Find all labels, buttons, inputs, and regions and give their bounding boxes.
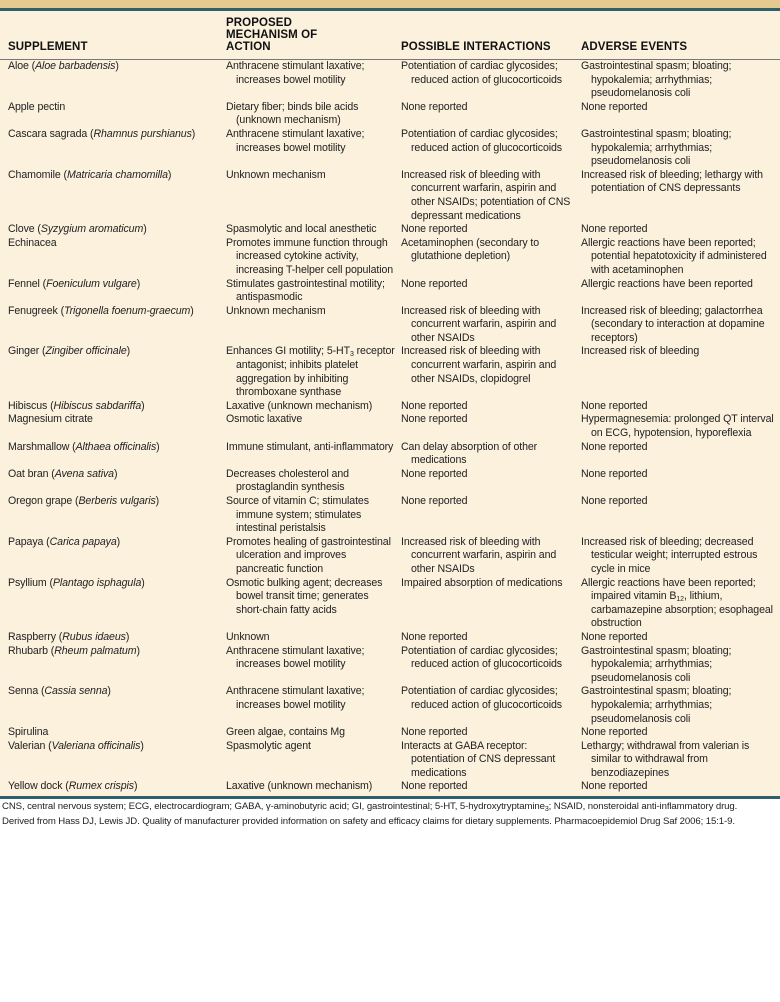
interactions-cell: Potentiation of cardiac glycosides; reduced action of glucocorticoids xyxy=(401,60,562,86)
supplement-name: Magnesium citrate xyxy=(8,413,93,426)
supplement-cell: Rhubarb (Rheum palmatum) xyxy=(8,644,140,657)
interactions-cell: Interacts at GABA receptor: potentiation of CNS depressant medications xyxy=(401,739,556,779)
table-row xyxy=(0,645,780,686)
mechanism-cell: Immune stimulant, anti-inflammatory xyxy=(226,440,394,453)
interactions-cell: None reported xyxy=(401,277,468,290)
adverse-events-cell: None reported xyxy=(581,440,648,453)
table-row xyxy=(0,223,780,237)
subscript: 3 xyxy=(349,351,354,359)
scientific-name: Avena sativa xyxy=(54,467,114,480)
mechanism-cell: Promotes immune function through increased cytokine activity, increasing T-helper cell population xyxy=(226,236,394,276)
mechanism-cell: Promotes healing of gastrointestinal ulceration and improves pancreatic function xyxy=(226,535,391,575)
adverse-events-cell: Gastrointestinal spasm; bloating; hypokalemia; arrhythmias; pseudomelanosis coli xyxy=(581,685,732,725)
subscript: 3 xyxy=(544,806,549,814)
scientific-name: Matricaria chamomilla xyxy=(66,168,168,181)
interactions-cell: Potentiation of cardiac glycosides; reduced action of glucocorticoids xyxy=(401,127,562,154)
interactions-cell: Increased risk of bleeding with concurrent warfarin, aspirin and other NSAIDs xyxy=(401,535,557,575)
scientific-name: Syzygium aromaticum xyxy=(40,223,144,236)
supplement-cell: Fennel (Foeniculum vulgare) xyxy=(8,277,141,290)
supplement-name: Echinacea xyxy=(8,236,57,249)
table-row xyxy=(0,128,780,169)
scientific-name: Rubus idaeus xyxy=(62,630,126,643)
header-interactions: POSSIBLE INTERACTIONS xyxy=(401,41,551,53)
supplement-cell: Chamomile (Matricaria chamomilla) xyxy=(8,168,172,181)
footnote-source: Derived from Hass DJ, Lewis JD. Quality of manufacturer provided information on safety and efficacy claims for dietary supplements. Pharmacoepidemiol Drug Saf 2006; 15:1-9. xyxy=(2,815,735,827)
mechanism-cell: Osmotic bulking agent; decreases bowel transit time; generates short-chain fatty acids xyxy=(226,576,383,616)
scientific-name: Zingiber officinale xyxy=(45,345,127,358)
supplement-cell: Oat bran (Avena sativa) xyxy=(8,467,118,480)
mechanism-cell: Anthracene stimulant laxative; increases bowel motility xyxy=(226,644,365,671)
top-band xyxy=(0,0,780,8)
scientific-name: Carica papaya xyxy=(49,535,117,548)
adverse-events-cell: Increased risk of bleeding; lethargy with potentiation of CNS depressants xyxy=(581,168,763,195)
scientific-name: Aloe barbadensis xyxy=(35,60,116,72)
adverse-events-cell: None reported xyxy=(581,780,648,793)
interactions-cell: Can delay absorption of other medications xyxy=(401,440,538,467)
scientific-name: Rumex crispis xyxy=(68,780,134,793)
bottom-rule xyxy=(0,796,780,799)
supplement-name: Chamomile xyxy=(8,168,61,181)
table-row xyxy=(0,468,780,495)
footnote-abbreviations: CNS, central nervous system; ECG, electrocardiogram; GABA, γ-aminobutyric acid; GI, gastrointestinal; 5-HT, 5-hydroxytryptamine$_3$; NSAID, nonsteroidal anti-inflammatory drug. xyxy=(2,801,738,814)
supplement-cell: Oregon grape (Berberis vulgaris) xyxy=(8,495,160,507)
supplement-name: Yellow dock xyxy=(8,780,63,793)
adverse-events-cell: None reported xyxy=(581,726,648,739)
header-supplement: SUPPLEMENT xyxy=(8,41,88,53)
supplement-cell: Marshmallow (Althaea officinalis) xyxy=(8,440,160,453)
table-row xyxy=(0,60,780,101)
supplement-name: Oat bran xyxy=(8,467,49,480)
table-body xyxy=(0,60,780,795)
adverse-events-cell: Lethargy; withdrawal from valerian is similar to withdrawal from benzodiazepines xyxy=(581,739,750,779)
interactions-cell: Potentiation of cardiac glycosides; reduced action of glucocorticoids xyxy=(401,644,562,671)
mechanism-cell: Enhances GI motility; $5-HT_3$ receptor antagonist; inhibits platelet aggregation by inhibiting thromboxane synthase xyxy=(226,345,395,399)
mechanism-cell: Decreases cholesterol and prostaglandin synthesis xyxy=(226,467,349,494)
supplement-cell: Cascara sagrada (Rhamnus purshianus) xyxy=(8,127,196,140)
scientific-name: Foeniculum vulgare xyxy=(46,277,137,290)
supplement-name: Apple pectin xyxy=(8,100,66,113)
subscript: 12 xyxy=(676,596,684,604)
supplement-cell: Aloe (Aloe barbadensis) xyxy=(8,60,119,72)
adverse-events-cell: None reported xyxy=(581,467,648,480)
mechanism-cell: Anthracene stimulant laxative; increases bowel motility xyxy=(226,60,365,86)
table-row xyxy=(0,780,780,794)
supplement-cell: Clove (Syzygium aromaticum) xyxy=(8,223,147,236)
supplement-name: Aloe xyxy=(8,60,29,72)
mechanism-cell: Osmotic laxative xyxy=(226,413,303,426)
table-row xyxy=(0,400,780,414)
scientific-name: Trigonella foenum-graecum xyxy=(64,304,191,317)
adverse-events-cell: None reported xyxy=(581,100,648,113)
supplement-name: Hibiscus xyxy=(8,399,48,412)
supplement-cell: Senna (Cassia senna) xyxy=(8,685,111,698)
table-row xyxy=(0,305,780,346)
supplement-name: Senna xyxy=(8,685,39,698)
mechanism-cell: Laxative (unknown mechanism) xyxy=(226,399,373,412)
supplement-cell: Hibiscus (Hibiscus sabdariffa) xyxy=(8,399,145,412)
mechanism-cell: Anthracene stimulant laxative; increases bowel motility xyxy=(226,685,365,711)
supplement-cell xyxy=(0,413,226,440)
adverse-events-cell: Increased risk of bleeding; decreased testicular weight; interrupted estrous cycle in mice xyxy=(581,535,758,575)
table-row xyxy=(0,577,780,631)
supplement-cell xyxy=(0,101,226,128)
interactions-cell: Acetaminophen (secondary to glutathione depletion) xyxy=(401,236,540,263)
adverse-events-cell: None reported xyxy=(581,495,648,507)
supplement-name: Oregon grape xyxy=(8,495,73,507)
interactions-cell: Increased risk of bleeding with concurrent warfarin, aspirin and other NSAIDs xyxy=(401,304,557,344)
supplement-cell: Ginger (Zingiber officinale) xyxy=(8,345,131,358)
mechanism-cell: Stimulates gastrointestinal motility; antispasmodic xyxy=(226,277,385,304)
adverse-events-cell: None reported xyxy=(581,630,648,643)
supplement-name: Psyllium xyxy=(8,576,47,589)
scientific-name: Althaea officinalis xyxy=(75,440,157,453)
adverse-events-cell: Gastrointestinal spasm; bloating; hypokalemia; arrhythmias; pseudomelanosis coli xyxy=(581,644,732,684)
table-row xyxy=(0,495,780,536)
mechanism-cell: Anthracene stimulant laxative; increases bowel motility xyxy=(226,127,365,154)
mechanism-cell: Spasmolytic and local anesthetic xyxy=(226,223,377,236)
supplement-cell xyxy=(0,726,226,740)
scientific-name: Plantago isphagula xyxy=(52,576,142,589)
table-row xyxy=(0,237,780,278)
interactions-cell: None reported xyxy=(401,467,468,480)
scientific-name: Rheum palmatum xyxy=(54,644,137,657)
supplement-name: Clove xyxy=(8,223,35,236)
mechanism-cell: Laxative (unknown mechanism) xyxy=(226,780,373,793)
table-row xyxy=(0,345,780,399)
mechanism-cell: Dietary fiber; binds bile acids (unknown mechanism) xyxy=(226,100,359,127)
mechanism-cell: Green algae, contains Mg xyxy=(226,726,345,739)
adverse-events-cell: Allergic reactions have been reported; impaired vitamin $B_{12}$, lithium, carbamazepine absorption; esophageal obstruction xyxy=(581,576,773,630)
table-row xyxy=(0,101,780,128)
interactions-cell: None reported xyxy=(401,413,468,426)
table-row xyxy=(0,441,780,468)
supplement-cell: Fenugreek (Trigonella foenum-graecum) xyxy=(8,304,194,317)
supplement-name: Spirulina xyxy=(8,726,49,739)
table-row xyxy=(0,413,780,440)
table-row xyxy=(0,685,780,726)
adverse-events-cell: Gastrointestinal spasm; bloating; hypokalemia; arrhythmias; pseudomelanosis coli xyxy=(581,127,732,168)
mechanism-cell: Spasmolytic agent xyxy=(226,739,311,752)
adverse-events-cell: Increased risk of bleeding xyxy=(581,345,700,358)
mechanism-cell: Source of vitamin C; stimulates immune system; stimulates intestinal peristalsis xyxy=(226,495,369,535)
adverse-events-cell: Allergic reactions have been reported xyxy=(581,277,753,290)
interactions-cell: None reported xyxy=(401,100,468,113)
supplement-cell: Yellow dock (Rumex crispis) xyxy=(8,780,138,793)
interactions-cell: None reported xyxy=(401,630,468,643)
supplement-name: Marshmallow xyxy=(8,440,70,453)
supplement-cell: Raspberry (Rubus idaeus) xyxy=(8,630,130,643)
interactions-cell: None reported xyxy=(401,726,468,739)
table-row xyxy=(0,536,780,577)
adverse-events-cell: Allergic reactions have been reported; potential hepatotoxicity if administered with acetaminophen xyxy=(581,236,767,276)
supplement-name: Cascara sagrada xyxy=(8,127,88,140)
interactions-cell: Increased risk of bleeding with concurrent warfarin, aspirin and other NSAIDs; potentiation of CNS depressant medications xyxy=(401,168,571,222)
scientific-name: Cassia senna xyxy=(44,685,108,698)
adverse-events-cell: None reported xyxy=(581,223,648,236)
supplement-name: Papaya xyxy=(8,535,44,548)
scientific-name: Rhamnus purshianus xyxy=(93,127,192,140)
interactions-cell: None reported xyxy=(401,399,468,412)
supplement-cell: Papaya (Carica papaya) xyxy=(8,535,121,548)
table-row xyxy=(0,726,780,740)
mechanism-cell: Unknown mechanism xyxy=(226,304,326,317)
supplement-name: Rhubarb xyxy=(8,644,48,657)
adverse-events-cell: None reported xyxy=(581,399,648,412)
adverse-events-cell: Hypermagnesemia: prolonged QT interval on ECG, hypotension, hyporeflexia xyxy=(581,413,774,440)
mechanism-cell: Unknown mechanism xyxy=(226,168,326,181)
table-row xyxy=(0,631,780,645)
adverse-events-cell: Increased risk of bleeding; galactorrhea (secondary to interaction at dopamine receptors) xyxy=(581,304,765,344)
header-mechanism: PROPOSED MECHANISM OF ACTION xyxy=(226,17,318,53)
header-adverse-events: ADVERSE EVENTS xyxy=(581,41,688,53)
interactions-cell: None reported xyxy=(401,780,468,793)
adverse-events-cell: Gastrointestinal spasm; bloating; hypokalemia; arrhythmias; pseudomelanosis coli xyxy=(581,60,732,100)
mechanism-cell: Unknown xyxy=(226,630,270,643)
table-row xyxy=(0,169,780,223)
table-row xyxy=(0,740,780,781)
interactions-cell: None reported xyxy=(401,223,468,236)
supplement-cell: Psyllium (Plantago isphagula) xyxy=(8,576,145,589)
interactions-cell: Potentiation of cardiac glycosides; reduced action of glucocorticoids xyxy=(401,685,562,711)
supplement-name: Fenugreek xyxy=(8,304,58,317)
supplement-cell: Valerian (Valeriana officinalis) xyxy=(8,739,144,752)
interactions-cell: Impaired absorption of medications xyxy=(401,576,563,589)
scientific-name: Hibiscus sabdariffa xyxy=(53,399,142,412)
table-row xyxy=(0,278,780,305)
scientific-name: Valeriana officinalis xyxy=(51,739,141,752)
supplement-name: Valerian xyxy=(8,739,46,752)
interactions-cell: Increased risk of bleeding with concurrent warfarin, aspirin and other NSAIDs, clopidogrel xyxy=(401,345,557,385)
supplement-name: Ginger xyxy=(8,345,40,358)
supplement-name: Raspberry xyxy=(8,630,56,643)
scientific-name: Berberis vulgaris xyxy=(78,495,156,507)
supplement-name: Fennel xyxy=(8,277,40,290)
interactions-cell: None reported xyxy=(401,495,468,507)
header-row xyxy=(0,11,780,60)
supplement-cell xyxy=(0,237,226,278)
